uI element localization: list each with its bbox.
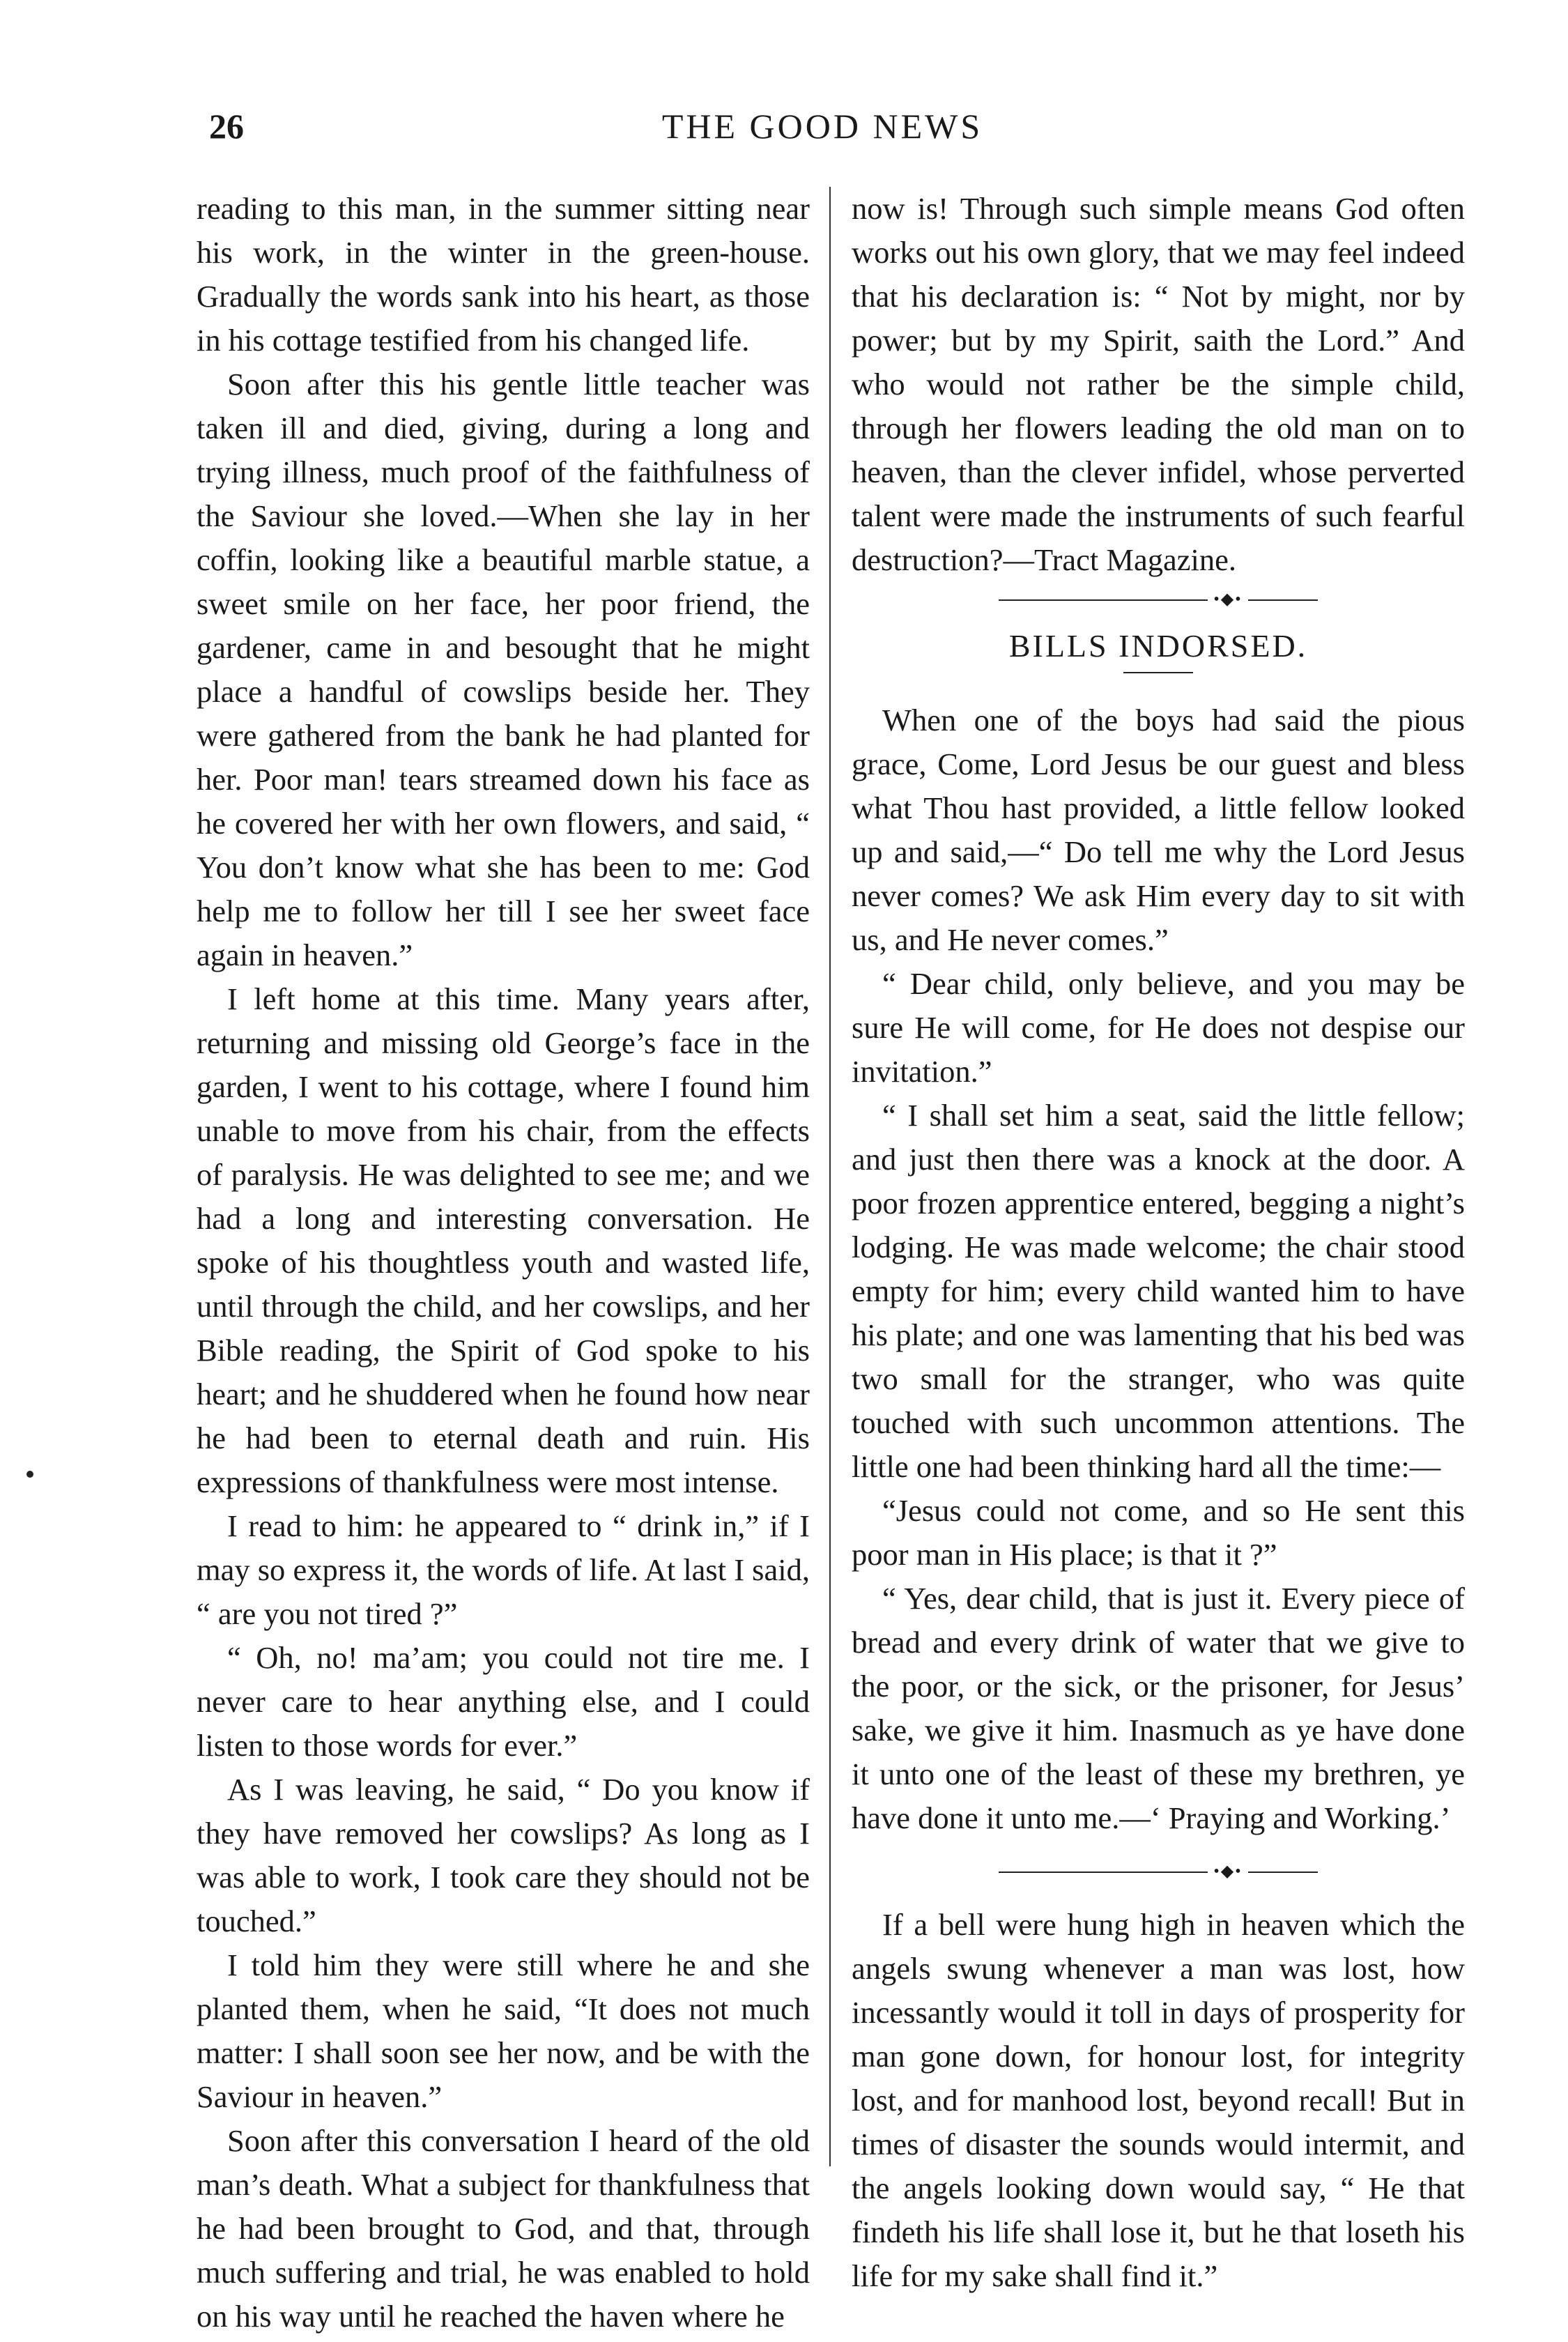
paragraph: Soon after this his gentle little teacher was taken ill and died, giving, during a long and trying illness, much proof of the faithfulness of the Saviour she loved.—When she lay in her coffin, looking like a beautiful marble statue, a sweet smile on her face, her poor friend, the gardener, came in and besought that he might place a handful of cowslips beside her. They were gathered from the bank he had planted for her. Poor man! tears streamed down his face as he covered her with her own flowers, and said, “ You don’t know what she has been to me: God help me to follow her till I see her sweet face again in heaven.” xyxy=(197,367,810,972)
paragraph: “Jesus could not come, and so He sent this poor man in His place; is that it ?” xyxy=(852,1493,1465,1572)
margin-speck xyxy=(26,1471,33,1478)
section-ornament-divider: •◆• xyxy=(852,1854,1465,1889)
paragraph: now is! Through such simple means God often works out his own glory, that we may feel indeed that his declaration is: “ Not by might, nor by power; but by my Spirit, saith the Lord.” And who would not rather be the simple child, through her flowers leading the old man on to heaven, than the clever infidel, whose perverted talent were made the instruments of such fearful destruction?—Tract Magazine. xyxy=(852,191,1465,577)
paragraph: “ Dear child, only believe, and you may be sure He will come, for He does not despise our invitation.” xyxy=(852,966,1465,1089)
running-title: THE GOOD NEWS xyxy=(661,107,983,146)
column-rule xyxy=(829,187,831,2166)
paragraph: I told him they were still where he and she planted them, when he said, “It does not much matter: I shall soon see her now, and be with the Saviour in heaven.” xyxy=(197,1947,810,2114)
paragraph: As I was leaving, he said, “ Do you know if they have removed her cowslips? As long as I was able to work, I took care they should not be touched.” xyxy=(197,1772,810,1938)
right-column xyxy=(852,187,1465,2298)
paragraph: “ I shall set him a seat, said the little fellow; and just then there was a knock at the door. A poor frozen apprentice entered, begging a night’s lodging. He was made welcome; the chair stood empty for him; every child wanted him to have his plate; and one was lamenting that his bed was two small for the stranger, who was quite touched with such uncommon attentions. The little one had been thinking hard all the time:— xyxy=(852,1098,1465,1484)
paragraph: If a bell were hung high in heaven which the angels swung whenever a man was lost, how incessantly would it toll in days of prosperity for man gone down, for honour lost, for integrity lost, and for manhood lost, beyond recall! But in times of disaster the sounds would intermit, and the angels looking down would say, “ He that findeth his life shall lose it, but he that loseth his life for my sake shall find it.” xyxy=(852,1907,1465,2293)
paragraph: I read to him: he appeared to “ drink in,” if I may so express it, the words of life. At last I said, “ are you not tired ?” xyxy=(197,1508,810,1631)
section-title: BILLS INDORSED. xyxy=(1008,628,1308,664)
left-column xyxy=(197,187,810,2339)
paragraph: When one of the boys had said the pious grace, Come, Lord Jesus be our guest and bless what Thou hast provided, a little fellow looked up and said,—“ Do tell me why the Lord Jesus never comes? We ask Him every day to sit with us, and He never comes.” xyxy=(852,703,1465,957)
section-ornament-divider: •◆• xyxy=(852,582,1465,617)
paragraph: reading to this man, in the summer sitting near his work, in the winter in the green-house. Gradually the words sank into his heart, as those in his cottage testified from his changed life. xyxy=(197,191,810,358)
paragraph: “ Yes, dear child, that is just it. Every piece of bread and every drink of water that we give to the poor, or the sick, or the prisoner, for Jesus’ sake, we give it him. Inasmuch as ye have done it unto one of the least of these my brethren, ye have done it unto me.—‘ Praying and Working.’ xyxy=(852,1581,1465,1835)
page-number: 26 xyxy=(209,107,244,146)
paragraph: I left home at this time. Many years after, returning and missing old George’s face in the garden, I went to his cottage, where I found him unable to move from his chair, from the effects of paralysis. He was delighted to see me; and we had a long and interesting conversation. He spoke of his thoughtless youth and wasted life, until through the child, and her cowslips, and her Bible reading, the Spirit of God spoke to his heart; and he shuddered when he found how near he had been to eternal death and ruin. His expressions of thankfulness were most intense. xyxy=(197,981,810,1499)
title-rule xyxy=(1123,672,1193,673)
page-header xyxy=(188,106,1456,162)
paragraph: Soon after this conversation I heard of the old man’s death. What a subject for thankfulness that he had been brought to God, and that, through much suffering and trial, he was enabled to hold on his way until he reached the haven where he xyxy=(197,2123,810,2334)
paragraph: “ Oh, no! ma’am; you could not tire me. I never care to hear anything else, and I could listen to those words for ever.” xyxy=(197,1640,810,1763)
